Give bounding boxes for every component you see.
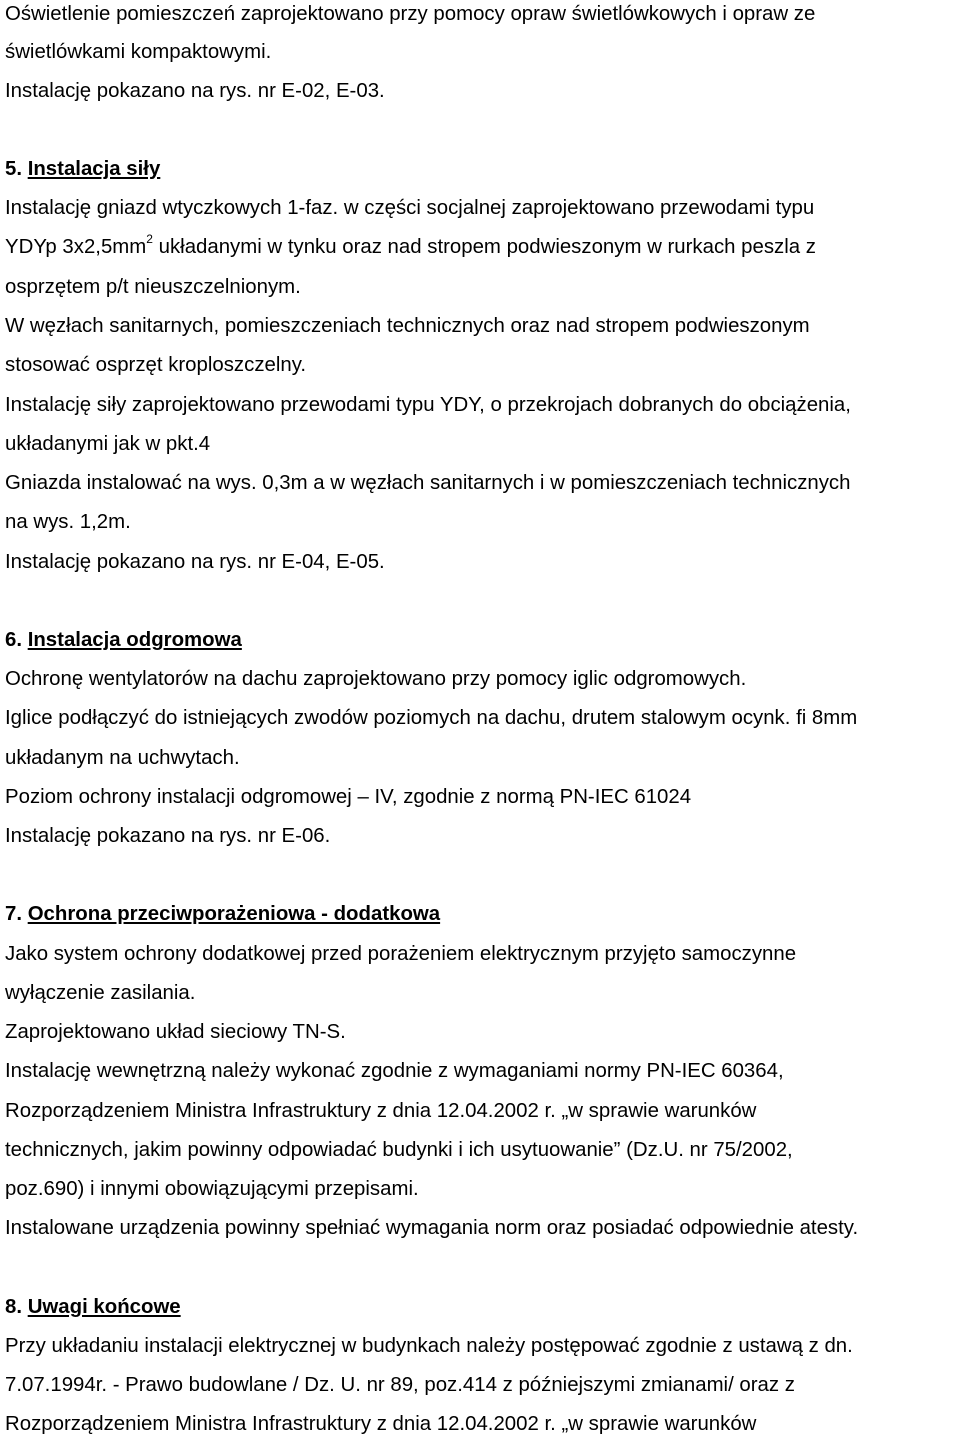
text-line: na wys. 1,2m. xyxy=(5,511,131,533)
text-line: Przy układaniu instalacji elektrycznej w budynkach należy postępować zgodnie z ustawą z dn. xyxy=(5,1335,853,1357)
section-title: Instalacja odgromowa xyxy=(27,629,242,651)
superscript: 2 xyxy=(146,232,153,246)
text-line: Instalowane urządzenia powinny spełniać wymagania norm oraz posiadać odpowiednie atesty. xyxy=(5,1217,859,1239)
text-line: Poziom ochrony instalacji odgromowej – IV, zgodnie z normą PN-IEC 61024 xyxy=(5,786,692,808)
section-7-heading xyxy=(5,900,440,928)
text-line: W węzłach sanitarnych, pomieszczeniach technicznych oraz nad stropem podwieszonym xyxy=(5,315,810,337)
text-line: Instalację pokazano na rys. nr E-06. xyxy=(5,825,331,847)
text-line: wyłączenie zasilania. xyxy=(5,982,196,1004)
text-line: Rozporządzeniem Ministra Infrastruktury z dnia 12.04.2002 r. „w sprawie warunków xyxy=(5,1100,757,1122)
section-number: 5. xyxy=(5,158,23,180)
section-number: 8. xyxy=(5,1296,23,1318)
text-line: Instalację siły zaprojektowano przewodami typu YDY, o przekrojach dobranych do obciążenia, xyxy=(5,394,851,416)
text-line: Jako system ochrony dodatkowej przed porażeniem elektrycznym przyjęto samoczynne xyxy=(5,943,797,965)
text-line: Instalację gniazd wtyczkowych 1-faz. w części socjalnej zaprojektowano przewodami typu xyxy=(5,197,815,219)
text-line: Instalację pokazano na rys. nr E-02, E-03. xyxy=(5,80,385,102)
section-number: 6. xyxy=(5,629,23,651)
text-line: Oświetlenie pomieszczeń zaprojektowano przy pomocy opraw świetlówkowych i opraw ze xyxy=(5,3,816,25)
text-line: osprzętem p/t nieuszczelnionym. xyxy=(5,276,301,298)
text-line: Instalację pokazano na rys. nr E-04, E-05. xyxy=(5,551,385,573)
text-line: Gniazda instalować na wys. 0,3m a w węzłach sanitarnych i w pomieszczeniach technicznych xyxy=(5,472,851,494)
text-line: świetlówkami kompaktowymi. xyxy=(5,41,272,63)
text-line: technicznych, jakim powinny odpowiadać budynki i ich usytuowanie” (Dz.U. nr 75/2002, xyxy=(5,1139,793,1161)
text-line: 7.07.1994r. - Prawo budowlane / Dz. U. nr 89, poz.414 z późniejszymi zmianami/ oraz z xyxy=(5,1374,795,1396)
text-fragment: układanymi w tynku oraz nad stropem podwieszonym w rurkach peszla z xyxy=(152,236,816,258)
text-fragment: YDYp 3x2,5mm xyxy=(5,236,147,258)
text-line: układanym na uchwytach. xyxy=(5,747,240,769)
text-line: Rozporządzeniem Ministra Infrastruktury z dnia 12.04.2002 r. „w sprawie warunków xyxy=(5,1413,757,1435)
text-line: poz.690) i innymi obowiązującymi przepisami. xyxy=(5,1178,419,1200)
section-title: Ochrona przeciwporażeniowa - dodatkowa xyxy=(27,903,441,925)
text-line xyxy=(5,233,816,261)
section-title: Uwagi końcowe xyxy=(27,1296,181,1318)
text-line: Instalację wewnętrzną należy wykonać zgodnie z wymaganiami normy PN-IEC 60364, xyxy=(5,1060,784,1082)
text-line: Iglice podłączyć do istniejących zwodów poziomych na dachu, drutem stalowym ocynk. fi 8mm xyxy=(5,707,858,729)
section-5-heading xyxy=(5,155,160,183)
text-line: Zaprojektowano układ sieciowy TN-S. xyxy=(5,1021,346,1043)
section-8-heading xyxy=(5,1293,181,1321)
section-6-heading xyxy=(5,626,242,654)
text-line: stosować osprzęt kroploszczelny. xyxy=(5,354,307,376)
section-number: 7. xyxy=(5,903,23,925)
text-line: układanymi jak w pkt.4 xyxy=(5,433,211,455)
section-title: Instalacja siły xyxy=(27,158,161,180)
text-line: Ochronę wentylatorów na dachu zaprojektowano przy pomocy iglic odgromowych. xyxy=(5,668,747,690)
